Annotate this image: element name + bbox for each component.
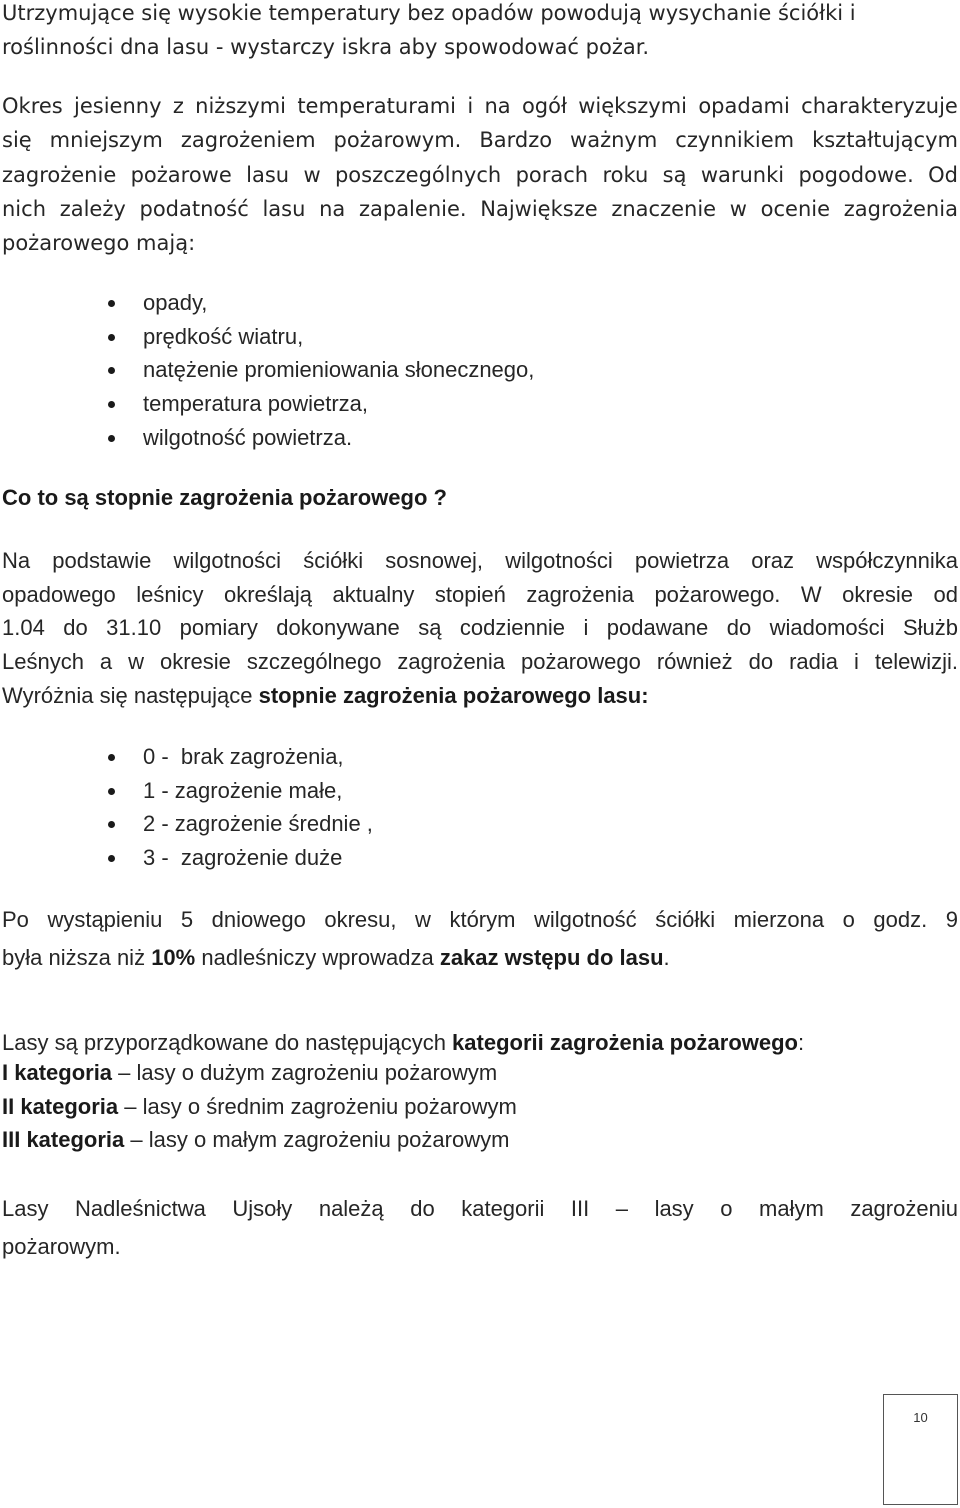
word: w <box>128 649 145 675</box>
ban-text: była niższa niż <box>2 945 152 970</box>
list-item: natężenie promieniowania słonecznego, <box>108 353 534 387</box>
categories-intro-suffix: : <box>798 1030 805 1055</box>
ban-threshold: 10% <box>151 945 196 970</box>
word: Lasy <box>2 1196 49 1221</box>
word: a <box>99 649 113 675</box>
word: którym <box>449 907 516 932</box>
word: nich <box>2 196 46 221</box>
word: radia <box>789 649 839 675</box>
word: dniowego <box>211 907 306 932</box>
word: 5 <box>180 907 194 932</box>
categories-block <box>2 1056 958 1157</box>
degrees-last-prefix: Wyróżnia się następujące <box>2 682 259 708</box>
word: zapalenie. <box>358 196 467 221</box>
word: ocenie <box>760 196 831 221</box>
word: zagrożeniu <box>850 1196 958 1221</box>
category-row <box>2 1090 958 1124</box>
word: do <box>63 615 88 641</box>
autumn-line <box>2 89 958 123</box>
intro-line: Utrzymujące się wysokie temperatury bez opadów powodują wysychanie ściółki i <box>2 1 856 25</box>
word: roku <box>602 162 649 187</box>
category-text: – lasy o dużym zagrożeniu pożarowym <box>112 1060 498 1085</box>
list-item: wilgotność powietrza. <box>108 421 534 455</box>
word: o <box>720 1196 733 1221</box>
word: warunki <box>700 162 785 187</box>
category-label: I kategoria <box>2 1060 113 1085</box>
categories-intro-prefix: Lasy są przyporządkowane do następujących <box>2 1030 453 1055</box>
word: leśnicy <box>136 581 204 607</box>
degrees-line-last <box>2 679 958 713</box>
word: III <box>570 1196 590 1221</box>
word: Od <box>928 162 958 187</box>
word: Okres <box>2 94 63 118</box>
word: W <box>800 581 822 607</box>
word: do <box>748 649 774 675</box>
word: pogodowe. <box>798 162 914 187</box>
categories-intro-bold: kategorii zagrożenia pożarowego <box>452 1030 798 1055</box>
autumn-line: pożarowego mają: <box>2 231 196 256</box>
autumn-line <box>2 158 958 192</box>
word: współczynnika <box>816 548 958 573</box>
category-row <box>2 1123 958 1157</box>
autumn-paragraph <box>2 89 958 260</box>
word: lasy <box>654 1196 694 1221</box>
fire-degrees-list <box>108 740 373 875</box>
word: codziennie <box>459 615 566 641</box>
word: godz. <box>873 907 928 932</box>
word: z <box>172 94 184 118</box>
word: do <box>410 1196 435 1221</box>
word: porach <box>515 162 589 187</box>
word: opadami <box>698 94 790 118</box>
list-item: opady, <box>108 286 534 320</box>
word: wilgotności <box>173 548 282 573</box>
word: o <box>842 907 855 932</box>
word: lasu <box>262 196 306 221</box>
word: zagrożenia <box>397 649 506 675</box>
list-item: 0 - brak zagrożenia, <box>108 740 373 774</box>
weather-factors-list <box>108 286 534 454</box>
word: opadowego <box>2 581 116 607</box>
word: Służb <box>902 615 958 641</box>
ujsoly-paragraph <box>2 1190 958 1266</box>
word: podawane <box>606 615 709 641</box>
word: są <box>418 615 442 641</box>
word: pożarowego. <box>654 581 781 607</box>
word: pomiary <box>179 615 258 641</box>
word: również <box>656 649 733 675</box>
word: Bardzo <box>479 128 553 153</box>
category-row <box>2 1056 958 1090</box>
ujsoly-line: pożarowym. <box>2 1234 121 1259</box>
word: pożarowe <box>130 162 232 187</box>
word: sosnowej, <box>385 548 484 573</box>
word: dokonywane <box>276 615 400 641</box>
word: charakteryzuje <box>801 94 958 118</box>
page-number: 10 <box>913 1410 928 1425</box>
word: są <box>662 162 687 187</box>
word: 9 <box>945 907 958 932</box>
word: na <box>319 196 346 221</box>
list-item: prędkość wiatru, <box>108 320 534 354</box>
word: Leśnych <box>2 649 84 675</box>
word: ściółki <box>655 907 716 932</box>
ban-line-2 <box>2 939 958 977</box>
word: małym <box>759 1196 824 1221</box>
word: – <box>615 1196 629 1221</box>
word: temperaturami <box>297 94 457 118</box>
word: oraz <box>751 548 794 573</box>
word: niższymi <box>195 94 287 118</box>
word: wilgotności <box>505 548 613 573</box>
word: poszczególnych <box>334 162 502 187</box>
word: kategorii <box>461 1196 545 1221</box>
intro-paragraph <box>2 0 958 64</box>
word: Największe <box>480 196 598 221</box>
ban-text: . <box>663 945 670 970</box>
word: do <box>726 615 752 641</box>
ban-entry-ban: zakaz wstępu do lasu <box>439 945 664 970</box>
word: Na <box>2 548 31 573</box>
word: wilgotność <box>533 907 637 932</box>
categories-intro <box>2 1026 958 1060</box>
word: i <box>467 94 474 118</box>
category-text: – lasy o średnim zagrożeniu pożarowym <box>118 1093 517 1119</box>
word: czynnikiem <box>675 128 795 153</box>
word: zależy <box>59 196 126 221</box>
word: powietrza <box>634 548 730 573</box>
word: się <box>2 128 32 153</box>
intro-line: roślinności dna lasu - wystarczy iskra aby spowodować pożar. <box>2 35 650 59</box>
list-item: temperatura powietrza, <box>108 387 534 421</box>
word: zagrożenia <box>526 581 634 607</box>
ban-text: nadleśniczy wprowadza <box>195 945 440 970</box>
ban-paragraph <box>2 901 958 977</box>
category-text: – lasy o małym zagrożeniu pożarowym <box>124 1127 510 1152</box>
word: wiadomości <box>769 615 885 641</box>
autumn-line <box>2 192 958 226</box>
degrees-line <box>2 578 958 612</box>
word: zagrożenie <box>2 162 117 187</box>
word: Po <box>2 907 29 932</box>
word: w <box>729 196 747 221</box>
word: szczególnego <box>246 649 382 675</box>
word: na <box>484 94 511 118</box>
word: ważnym <box>570 128 658 153</box>
word: mierzona <box>733 907 825 932</box>
word: okresie <box>842 581 914 607</box>
word: i <box>853 649 859 675</box>
autumn-line <box>2 123 958 157</box>
list-item: 1 - zagrożenie małe, <box>108 774 373 808</box>
word: 1.04 <box>2 615 45 641</box>
word: podatność <box>139 196 249 221</box>
word: wystąpieniu <box>47 907 163 932</box>
category-label: III kategoria <box>2 1127 125 1152</box>
word: należą <box>318 1196 384 1221</box>
degrees-line <box>2 645 958 679</box>
word: ogół <box>521 94 567 118</box>
ban-line <box>2 901 958 939</box>
word: stopień <box>434 581 506 607</box>
word: okresie <box>160 649 231 675</box>
word: zagrożenia <box>843 196 958 221</box>
degrees-paragraph <box>2 544 958 713</box>
word: 31.10 <box>106 615 162 641</box>
word: w <box>415 907 431 932</box>
word: kształtującym <box>812 128 958 153</box>
word: podstawie <box>52 548 152 573</box>
word: pożarowym. <box>333 128 462 153</box>
word: pożarowego <box>521 649 641 675</box>
word: telewizji. <box>874 649 958 675</box>
word: okresu, <box>324 907 397 932</box>
word: określają <box>223 581 313 607</box>
word: aktualny <box>332 581 415 607</box>
word: mniejszym <box>49 128 163 153</box>
degrees-last-bold: stopnie zagrożenia pożarowego lasu: <box>258 682 649 708</box>
word: w <box>303 162 321 187</box>
word: lasu <box>246 162 290 187</box>
word: Ujsoły <box>232 1196 293 1221</box>
word: i <box>583 615 589 641</box>
word: zagrożeniem <box>180 128 316 153</box>
ujsoly-line <box>2 1190 958 1228</box>
word: ściółki <box>303 548 364 573</box>
category-label: II kategoria <box>2 1093 119 1119</box>
list-item: 3 - zagrożenie duże <box>108 841 373 875</box>
word: znaczenie <box>611 196 717 221</box>
degrees-line <box>2 611 958 645</box>
degrees-line <box>2 544 958 578</box>
word: Nadleśnictwa <box>75 1196 206 1221</box>
degrees-heading: Co to są stopnie zagrożenia pożarowego ? <box>2 485 447 510</box>
list-item: 2 - zagrożenie średnie , <box>108 807 373 841</box>
word: jesienny <box>74 94 162 118</box>
page-number-box <box>883 1394 958 1505</box>
word: od <box>933 581 958 607</box>
word: większymi <box>578 94 688 118</box>
